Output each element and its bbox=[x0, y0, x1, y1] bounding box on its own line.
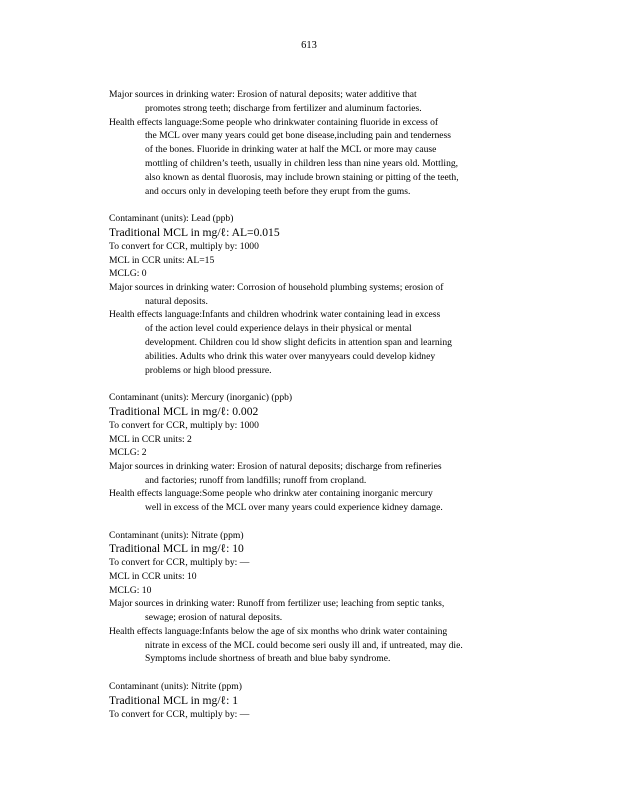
traditional-mcl: Traditional MCL in mg/ℓ: 0.002 bbox=[109, 404, 259, 418]
contaminant-heading: Contaminant (units): Lead (ppb) bbox=[109, 213, 234, 225]
major-sources-line: Major sources in drinking water: Erosion of natural deposits; water additive that bbox=[109, 89, 417, 100]
section-fluoride bbox=[109, 88, 549, 198]
section-mercury bbox=[109, 391, 549, 515]
convert-factor: To convert for CCR, multiply by: — bbox=[109, 708, 250, 720]
health-effects-line: of the action level could experience delays in their physical or mental bbox=[145, 323, 412, 335]
major-sources-line: and factories; runoff from landfills; runoff from cropland. bbox=[145, 474, 367, 486]
health-effects bbox=[109, 308, 549, 377]
major-sources-line: sewage; erosion of natural deposits. bbox=[145, 612, 283, 624]
health-effects-line: Health effects language:Infants and children whodrink water containing lead in excess bbox=[109, 309, 441, 321]
major-sources bbox=[109, 460, 549, 488]
health-effects-line: the MCL over many years could get bone disease,including pain and tenderness bbox=[145, 130, 452, 142]
traditional-mcl: Traditional MCL in mg/ℓ: 10 bbox=[109, 542, 244, 556]
health-effects-line: development. Children cou ld show slight deficits in attention span and learning bbox=[145, 336, 452, 348]
major-sources-line: promotes strong teeth; discharge from fertilizer and aluminum factories. bbox=[145, 102, 422, 114]
health-effects-line: of the bones. Fluoride in drinking water at half the MCL or more may cause bbox=[145, 144, 437, 156]
section-lead bbox=[109, 212, 549, 377]
major-sources-line: natural deposits. bbox=[145, 295, 208, 307]
health-effects-line: mottling of children’s teeth, usually in children less than nine years old. Mottling, bbox=[145, 157, 459, 169]
mclg: MCLG: 2 bbox=[109, 447, 147, 459]
page-number: 613 bbox=[301, 40, 317, 51]
health-effects-line: Health effects language:Some people who drinkwater containing fluoride in excess of bbox=[109, 116, 439, 128]
health-effects-line: and occurs only in developing teeth before they erupt from the gums. bbox=[145, 185, 411, 197]
mcl-ccr-units: MCL in CCR units: 2 bbox=[109, 433, 192, 445]
contaminant-heading: Contaminant (units): Nitrate (ppm) bbox=[109, 529, 244, 541]
mclg: MCLG: 0 bbox=[109, 268, 147, 280]
health-effects-line: nitrate in excess of the MCL could become seri ously ill and, if untreated, may die. bbox=[145, 639, 463, 651]
health-effects-line: also known as dental fluorosis, may include brown staining or pitting of the teeth, bbox=[145, 171, 459, 183]
major-sources bbox=[109, 281, 549, 309]
major-sources bbox=[109, 597, 549, 625]
major-sources-line: Major sources in drinking water: Runoff from fertilizer use; leaching from septic tanks, bbox=[109, 598, 445, 610]
document-body bbox=[109, 88, 549, 735]
mcl-ccr-units: MCL in CCR units: AL=15 bbox=[109, 254, 215, 266]
health-effects-line: Health effects language:Infants below the age of six months who drink water containing bbox=[109, 625, 448, 637]
health-effects-line: abilities. Adults who drink this water over manyyears could develop kidney bbox=[145, 350, 436, 362]
section-nitrite bbox=[109, 680, 549, 721]
convert-factor: To convert for CCR, multiply by: 1000 bbox=[109, 240, 259, 252]
convert-factor: To convert for CCR, multiply by: 1000 bbox=[109, 419, 259, 431]
health-effects-line: problems or high blood pressure. bbox=[145, 364, 272, 376]
traditional-mcl: Traditional MCL in mg/ℓ: AL=0.015 bbox=[109, 225, 280, 239]
health-effects bbox=[109, 116, 549, 199]
mcl-ccr-units: MCL in CCR units: 10 bbox=[109, 571, 197, 583]
major-sources-line: Major sources in drinking water: Corrosion of household plumbing systems; erosion of bbox=[109, 281, 444, 293]
mclg: MCLG: 10 bbox=[109, 584, 152, 596]
major-sources-line: Major sources in drinking water: Erosion of natural deposits; discharge from refineries bbox=[109, 460, 442, 472]
health-effects-line: Symptoms include shortness of breath and blue baby syndrome. bbox=[145, 653, 391, 665]
contaminant-heading: Contaminant (units): Mercury (inorganic) (ppb) bbox=[109, 392, 293, 404]
traditional-mcl: Traditional MCL in mg/ℓ: 1 bbox=[109, 693, 239, 707]
major-sources bbox=[109, 88, 549, 116]
health-effects bbox=[109, 487, 549, 515]
health-effects bbox=[109, 625, 549, 666]
health-effects-line: Health effects language:Some people who drinkw ater containing inorganic mercury bbox=[109, 488, 433, 500]
contaminant-heading: Contaminant (units): Nitrite (ppm) bbox=[109, 681, 242, 693]
health-effects-line: well in excess of the MCL over many years could experience kidney damage. bbox=[145, 502, 443, 514]
convert-factor: To convert for CCR, multiply by: — bbox=[109, 557, 250, 569]
section-nitrate bbox=[109, 529, 549, 666]
